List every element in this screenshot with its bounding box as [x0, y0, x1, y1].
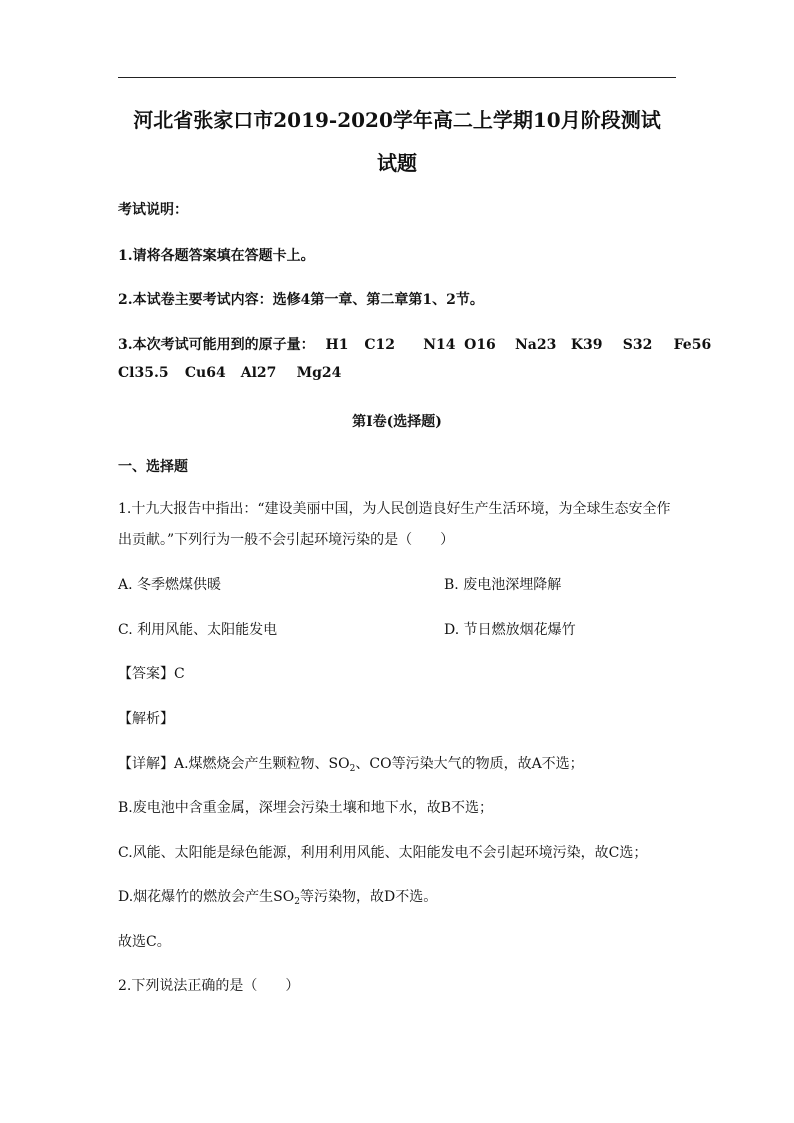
question-1-detail-d [118, 886, 437, 907]
question-1-analysis-heading: 【解析】 [118, 711, 174, 727]
atomic-mass-al: Al27 [240, 365, 277, 381]
question-1-option-c: C. 利用风能、太阳能发电 [118, 622, 278, 638]
question-1-detail-c: C.风能、太阳能是绿色能源，利用利用风能、太阳能发电不会引起环境污染，故C选； [118, 845, 648, 861]
atomic-mass-s: S32 [622, 337, 653, 353]
atomic-mass-o: O16 [464, 337, 496, 353]
detail-a-text-end: 、CO等污染大气的物质，故A不选； [355, 756, 584, 772]
atomic-mass-n: N14 [423, 337, 456, 353]
question-1-conclusion: 故选C。 [118, 934, 171, 950]
detail-d-text: D.烟花爆竹的燃放会产生SO [118, 889, 295, 905]
question-1-option-b: B. 废电池深埋降解 [444, 577, 562, 593]
header-rule [118, 77, 676, 78]
detail-d-subscript: 2 [294, 897, 300, 907]
atomic-mass-cu: Cu64 [184, 365, 226, 381]
document-title-line2: 试题 [377, 151, 417, 175]
instruction-item-3-cont [118, 365, 341, 381]
atomic-mass-c: C12 [364, 337, 395, 353]
atomic-mass-h: H1 [325, 337, 349, 353]
instruction-item-2: 2.本试卷主要考试内容：选修4第一章、第二章第1、2节。 [118, 292, 484, 308]
question-1-stem-line1: 1.十九大报告中指出：“建设美丽中国，为人民创造良好生产生活环境，为全球生态安全作 [118, 501, 671, 517]
volume-title: 第I卷(选择题) [352, 414, 442, 430]
question-2-stem: 2.下列说法正确的是（ ） [118, 978, 300, 994]
atomic-mass-fe: Fe56 [673, 337, 712, 353]
question-1-option-a: A. 冬季燃煤供暖 [118, 577, 222, 593]
detail-d-text-end: 等污染物，故D不选。 [299, 889, 438, 905]
instruction-item-1: 1.请将各题答案填在答题卡上。 [118, 248, 315, 264]
question-1-option-d: D. 节日燃放烟花爆竹 [444, 622, 576, 638]
atomic-mass-cl: Cl35.5 [118, 365, 169, 381]
instructions-heading: 考试说明： [118, 202, 188, 218]
question-1-answer: 【答案】C [118, 666, 185, 682]
question-1-detail-a [118, 753, 584, 774]
document-title-line1: 河北省张家口市2019-2020学年高二上学期10月阶段测试 [133, 108, 661, 132]
question-1-stem-line2: 出贡献。”下列行为一般不会引起环境污染的是（ ） [118, 532, 455, 548]
part-title: 一、选择题 [118, 459, 188, 475]
atomic-mass-mg: Mg24 [296, 365, 342, 381]
atomic-mass-k: K39 [570, 337, 603, 353]
question-1-detail-b: B.废电池中含重金属，深埋会污染土壤和地下水，故B不选； [118, 800, 494, 816]
detail-a-subscript: 2 [349, 764, 356, 774]
atomic-mass-na: Na23 [515, 337, 557, 353]
instruction-item-3 [118, 334, 711, 354]
detail-a-text: 【详解】A.煤燃烧会产生颗粒物、SO [118, 756, 350, 772]
atomic-mass-prefix: 3.本次考试可能用到的原子量： [118, 337, 315, 353]
